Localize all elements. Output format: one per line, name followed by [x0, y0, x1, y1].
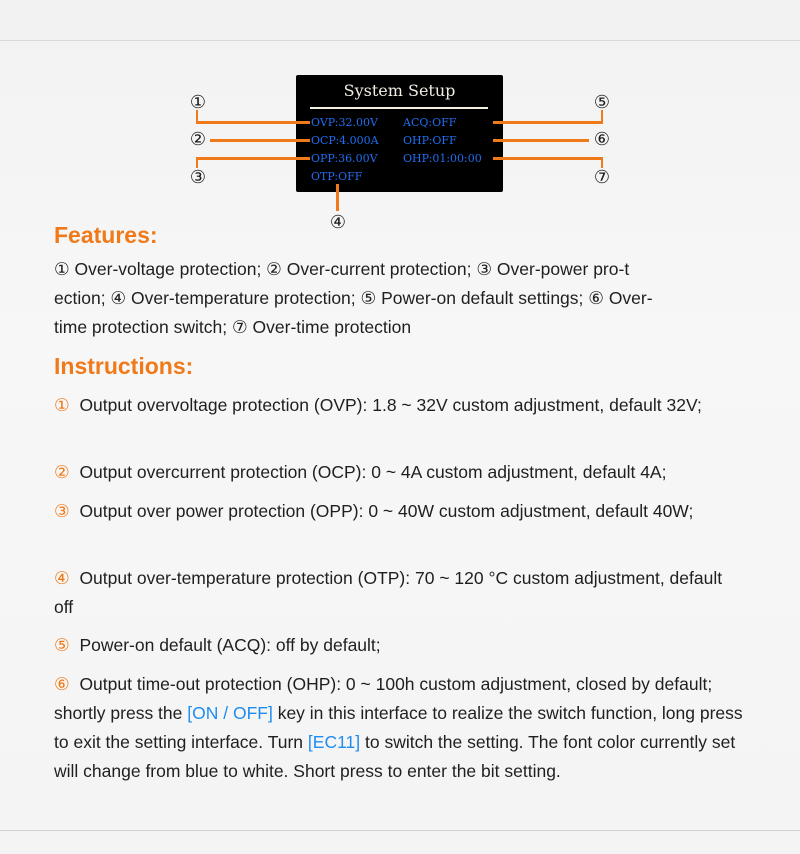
instruction-3-number: ③ — [54, 501, 70, 521]
lcd-screen — [296, 75, 503, 192]
instruction-5-text: Power-on default (ACQ): off by default; — [79, 635, 381, 655]
instruction-4-number: ④ — [54, 568, 70, 588]
instruction-3-text: Output over power protection (OPP): 0 ~ 40W custom adjustment, default 40W; — [79, 501, 694, 521]
ocp-readout: OCP:4.000A — [311, 134, 379, 147]
instruction-2-number: ② — [54, 462, 70, 482]
callout-4: ④ — [329, 212, 347, 233]
setup-diagram — [0, 0, 800, 240]
screen-divider — [310, 107, 488, 109]
instruction-5-number: ⑤ — [54, 635, 70, 655]
callout-1: ① — [189, 92, 207, 113]
instruction-2-text: Output overcurrent protection (OCP): 0 ~ 4A custom adjustment, default 4A; — [79, 462, 667, 482]
instruction-4-text: Output over-temperature protection (OTP): 70 ~ 120 °C custom adjustment, default off — [54, 568, 723, 617]
instruction-6-text-a: Output time-out protection (OHP): 0 ~ 100h custom adjustment, closed by default; shortly press the — [54, 674, 713, 723]
ovp-readout: OVP:32.00V — [311, 116, 378, 129]
ohp-readout: OHP:OFF — [403, 134, 457, 147]
leader-1 — [196, 121, 310, 124]
leader-2 — [210, 139, 310, 142]
leader-7 — [493, 157, 603, 160]
leader-3 — [196, 157, 310, 160]
instruction-1-text: Output overvoltage protection (OVP): 1.8 ~ 32V custom adjustment, default 32V; — [79, 395, 702, 415]
instruction-6 — [54, 670, 744, 786]
instruction-5 — [54, 631, 744, 660]
instruction-4 — [54, 564, 744, 622]
callout-3: ③ — [189, 167, 207, 188]
opp-readout: OPP:36.00V — [311, 152, 378, 165]
callout-7: ⑦ — [593, 167, 611, 188]
instruction-6-text-c: to switch the setting. The font color currently set will change from blue to white. Short press to enter the bit setting. — [54, 732, 736, 781]
callout-6: ⑥ — [593, 129, 611, 150]
instruction-3 — [54, 497, 744, 526]
callout-5: ⑤ — [593, 92, 611, 113]
instruction-1 — [54, 391, 744, 420]
screen-title: System Setup — [343, 81, 456, 100]
ec11-key-label: [EC11] — [307, 732, 361, 752]
features-line-3: time protection switch; ⑦ Over-time protection — [54, 317, 412, 337]
instruction-6-text-b: key in this interface to realize the switch function, long press to exit the setting interface. Turn — [54, 703, 743, 752]
features-heading: Features: — [54, 222, 158, 248]
leader-4 — [336, 184, 339, 211]
instruction-6-number: ⑥ — [54, 674, 70, 694]
instruction-2 — [54, 458, 744, 487]
otp-readout: OTP:OFF — [311, 170, 363, 183]
features-line-1: ① Over-voltage protection; ② Over-current protection; ③ Over-power pro-t — [54, 259, 630, 279]
acq-readout: ACQ:OFF — [403, 116, 457, 129]
callout-2: ② — [189, 129, 207, 150]
bottom-divider — [0, 830, 800, 831]
features-line-2: ection; ④ Over-temperature protection; ⑤ Power-on default settings; ⑥ Over- — [54, 288, 653, 308]
leader-6 — [493, 139, 589, 142]
on-off-key-label: [ON / OFF] — [187, 703, 273, 723]
features-list — [54, 255, 744, 342]
instructions-heading: Instructions: — [54, 353, 194, 379]
leader-5 — [493, 121, 603, 124]
instruction-1-number: ① — [54, 395, 70, 415]
ohp-time-readout: OHP:01:00:00 — [403, 152, 482, 165]
